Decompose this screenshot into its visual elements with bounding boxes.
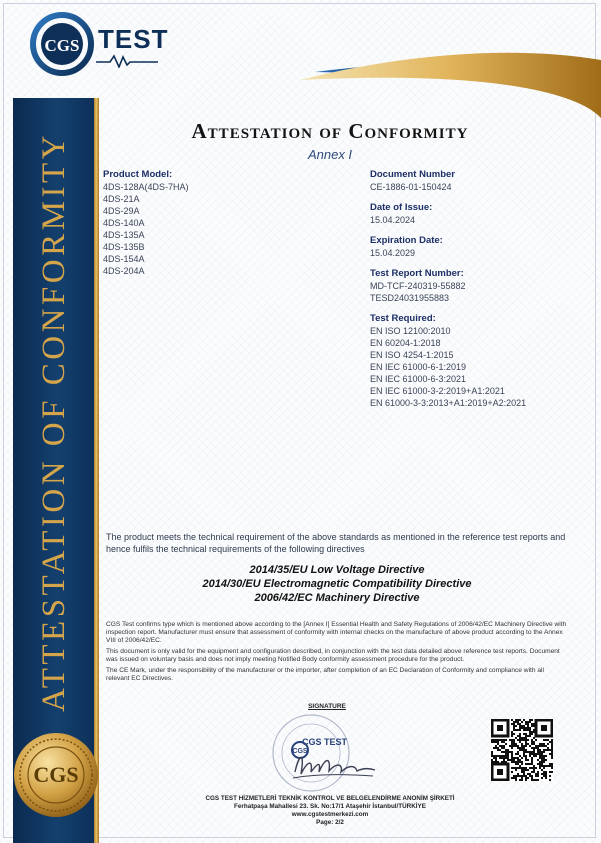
product-models-section (103, 169, 303, 277)
fine-print-paragraph: This document is only valid for the equipment and configuration described, in conjunction with the test data detailed above reference test reports. Document was issued on voluntary basis and does not imply meeting Notified Body conformity assessment procedure for the product. (106, 648, 560, 663)
fine-print-paragraph: CGS Test confirms type which is mentioned above according to the [Annex I] Essential Health and Safety Regulations of 2006/42/EC Machinery Directive with inspection report. Manufacturer must ensure that assessment of conformity with internal checks on the manufacture of above product according to the Annex VIII of 2006/42/EC. (106, 621, 567, 644)
document-details-section (370, 169, 580, 418)
seal-text: CGS (33, 762, 79, 787)
directive-item: 2014/35/EU Low Voltage Directive (249, 564, 425, 576)
test-standard-item: EN IEC 61000-6-3:2021 (370, 374, 467, 384)
directive-item: 2014/30/EU Electromagnetic Compatibility Directive (202, 578, 472, 590)
product-model-item: 4DS-154A (103, 254, 145, 264)
expiration-date-label: Expiration Date: (370, 235, 443, 246)
product-model-label: Product Model: (103, 169, 173, 180)
test-standard-item: EN ISO 12100:2010 (370, 326, 451, 336)
footer (150, 795, 510, 827)
test-standard-item: EN 61000-3-3:2013+A1:2019+A2:2021 (370, 398, 527, 408)
sidebar-vertical-title: ATTESTATION OF CONFORMITY (36, 132, 72, 712)
test-standard-item: EN 60204-1:2018 (370, 338, 441, 348)
test-required-label: Test Required: (370, 313, 436, 324)
product-model-item: 4DS-135B (103, 242, 145, 252)
conformity-statement: The product meets the technical requirement of the above standards as mentioned in the reference test reports and hence fulfils the technical requirements of the following directives (106, 532, 566, 554)
product-model-item: 4DS-21A (103, 194, 140, 204)
footer-page-number: Page: 2/2 (316, 819, 344, 826)
test-standard-item: EN IEC 61000-6-1:2019 (370, 362, 467, 372)
test-standard-item: EN ISO 4254-1:2015 (370, 350, 454, 360)
gold-seal (11, 730, 101, 820)
test-standard-item: EN IEC 61000-3-2:2019+A1:2021 (370, 386, 505, 396)
svg-text:CGS: CGS (44, 36, 80, 55)
product-model-item: 4DS-140A (103, 218, 145, 228)
directive-item: 2006/42/EC Machinery Directive (254, 592, 420, 604)
stamp-brand-text: CGS TEST (302, 737, 348, 747)
document-number-value: CE-1886-01-150424 (370, 182, 452, 192)
expiration-date-value: 15.04.2029 (370, 248, 416, 258)
issue-date-label: Date of Issue: (370, 202, 433, 213)
signature-label: SIGNATURE (308, 703, 346, 710)
fine-print (106, 621, 568, 686)
logo-wordmark: TEST (98, 24, 169, 54)
footer-address: Ferhatpaşa Mahallesi 23. Sk. No:17/1 Ataşehir İstanbul/TÜRKİYE (234, 803, 426, 810)
page-subtitle: Annex I (307, 147, 353, 162)
product-model-item: 4DS-204A (103, 266, 145, 276)
svg-text:CGS: CGS (292, 748, 308, 755)
qr-code-icon[interactable] (491, 719, 553, 781)
product-model-item: 4DS-135A (103, 230, 145, 240)
issue-date-value: 15.04.2024 (370, 215, 416, 225)
page-title: Attestation of Conformity (191, 119, 469, 143)
product-model-item: 4DS-128A(4DS-7HA) (103, 182, 189, 192)
directives-list (106, 563, 568, 605)
test-report-number: MD-TCF-240319-55882 (370, 281, 466, 291)
cgs-logo-icon (30, 12, 94, 76)
waveform-icon (96, 54, 158, 68)
test-report-label: Test Report Number: (370, 268, 464, 279)
document-number-label: Document Number (370, 169, 455, 180)
footer-company: CGS TEST HİZMETLERİ TEKNİK KONTROL VE BELGELENDİRME ANONİM ŞİRKETİ (205, 795, 455, 802)
product-model-item: 4DS-29A (103, 206, 140, 216)
test-report-number: TESD24031955883 (370, 293, 450, 303)
fine-print-paragraph: The CE Mark, under the responsibility of the manufacturer or the importer, after completion of an EC Declaration of Conformity and compliance with all relevant EC Directives. (106, 667, 544, 682)
footer-website[interactable]: www.cgstestmerkezi.com (291, 811, 369, 818)
signature-scribble (285, 744, 380, 784)
